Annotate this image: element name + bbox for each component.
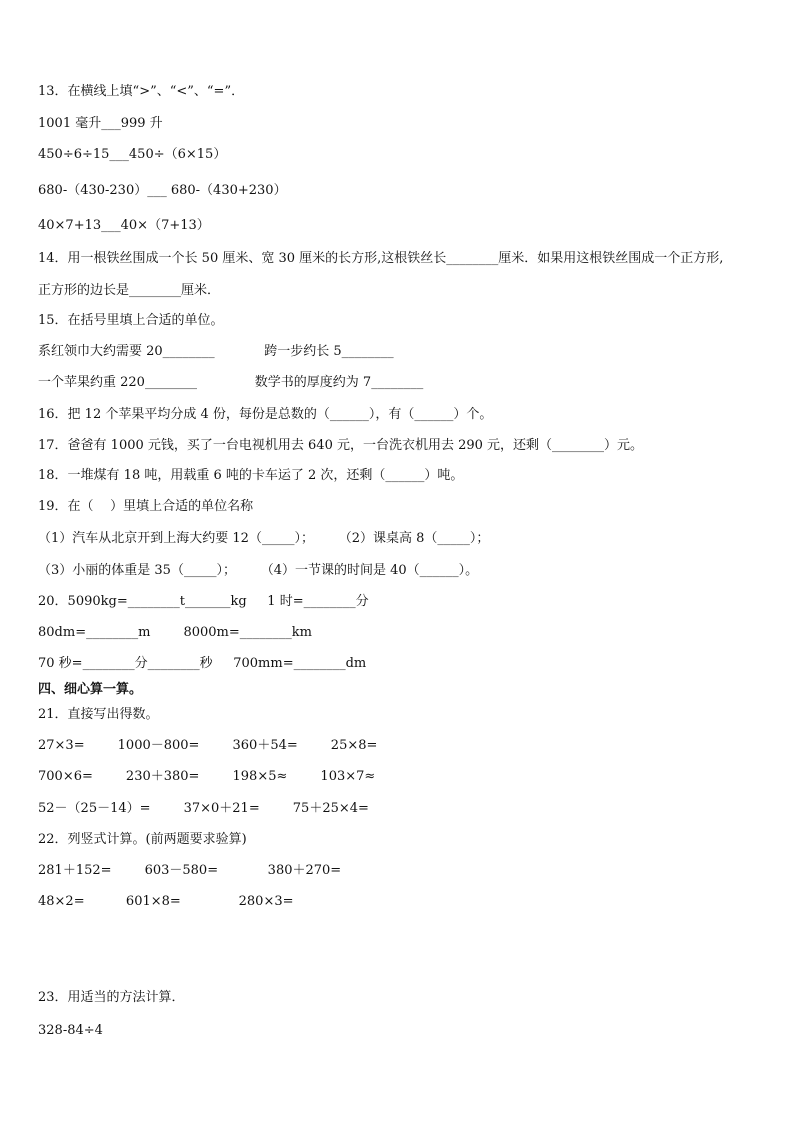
- q19-row-1: （1）汽车从北京开到上海大约要 12（_____）； （2）课桌高 8（_____）；: [38, 531, 490, 546]
- q15-prompt: 15．在括号里填上合适的单位。: [38, 313, 224, 328]
- q20-row-1: 20．5090kg=________t_______kg 1 时=________分: [38, 594, 369, 609]
- q23-expression: 328-84÷4: [38, 1023, 103, 1038]
- q22-prompt: 22．列竖式计算。(前两题要求验算): [38, 832, 247, 847]
- q13-item-2: 450÷6÷15___450÷（6×15）: [38, 147, 227, 162]
- q20-row-2: 80dm=________m 8000m=________km: [38, 625, 312, 640]
- section-heading-4: 四、细心算一算。: [38, 682, 143, 697]
- q13-item-4: 40×7+13___40×（7+13）: [38, 218, 210, 233]
- q21-prompt: 21．直接写出得数。: [38, 707, 159, 722]
- q13-prompt: 13．在横线上填“>”、“<”、“=”．: [38, 84, 245, 99]
- q21-row-3: 52－（25－14）= 37×0＋21= 75＋25×4=: [38, 801, 369, 816]
- q19-row-2: （3）小丽的体重是 35（_____）； （4）一节课的时间是 40（______）。: [38, 563, 479, 578]
- q22-row-1: 281＋152= 603－580= 380＋270=: [38, 863, 342, 878]
- q15-row-1: 系红领巾大约需要 20________ 跨一步约长 5________: [38, 344, 394, 359]
- q18-text: 18．一堆煤有 18 吨，用载重 6 吨的卡车运了 2 次，还剩（______）吨。: [38, 468, 464, 483]
- q15-row-2: 一个苹果约重 220________ 数学书的厚度约为 7________: [38, 375, 424, 390]
- q14-line-2: 正方形的边长是________厘米．: [38, 283, 221, 298]
- q20-row-3: 70 秒=________分________秒 700mm=________dm: [38, 656, 367, 671]
- q22-row-2: 48×2= 601×8= 280×3=: [38, 894, 294, 909]
- q16-text: 16．把 12 个苹果平均分成 4 份，每份是总数的（______），有（______）个。: [38, 407, 493, 422]
- q21-row-1: 27×3= 1000－800= 360＋54= 25×8=: [38, 738, 378, 753]
- q17-text: 17．爸爸有 1000 元钱，买了一台电视机用去 640 元，一台洗衣机用去 290 元，还剩（________）元。: [38, 438, 644, 453]
- q23-prompt: 23．用适当的方法计算．: [38, 990, 185, 1005]
- q14-line-1: 14．用一根铁丝围成一个长 50 厘米、宽 30 厘米的长方形,这根铁丝长________厘米．如果用这根铁丝围成一个正方形,: [38, 251, 724, 266]
- q13-item-3: 680-（430-230）___ 680-（430+230）: [38, 183, 287, 198]
- q21-row-2: 700×6= 230＋380= 198×5≈ 103×7≈: [38, 769, 376, 784]
- q13-item-1: 1001 毫升___999 升: [38, 116, 163, 131]
- q19-prompt: 19．在（ ）里填上合适的单位名称: [38, 499, 254, 514]
